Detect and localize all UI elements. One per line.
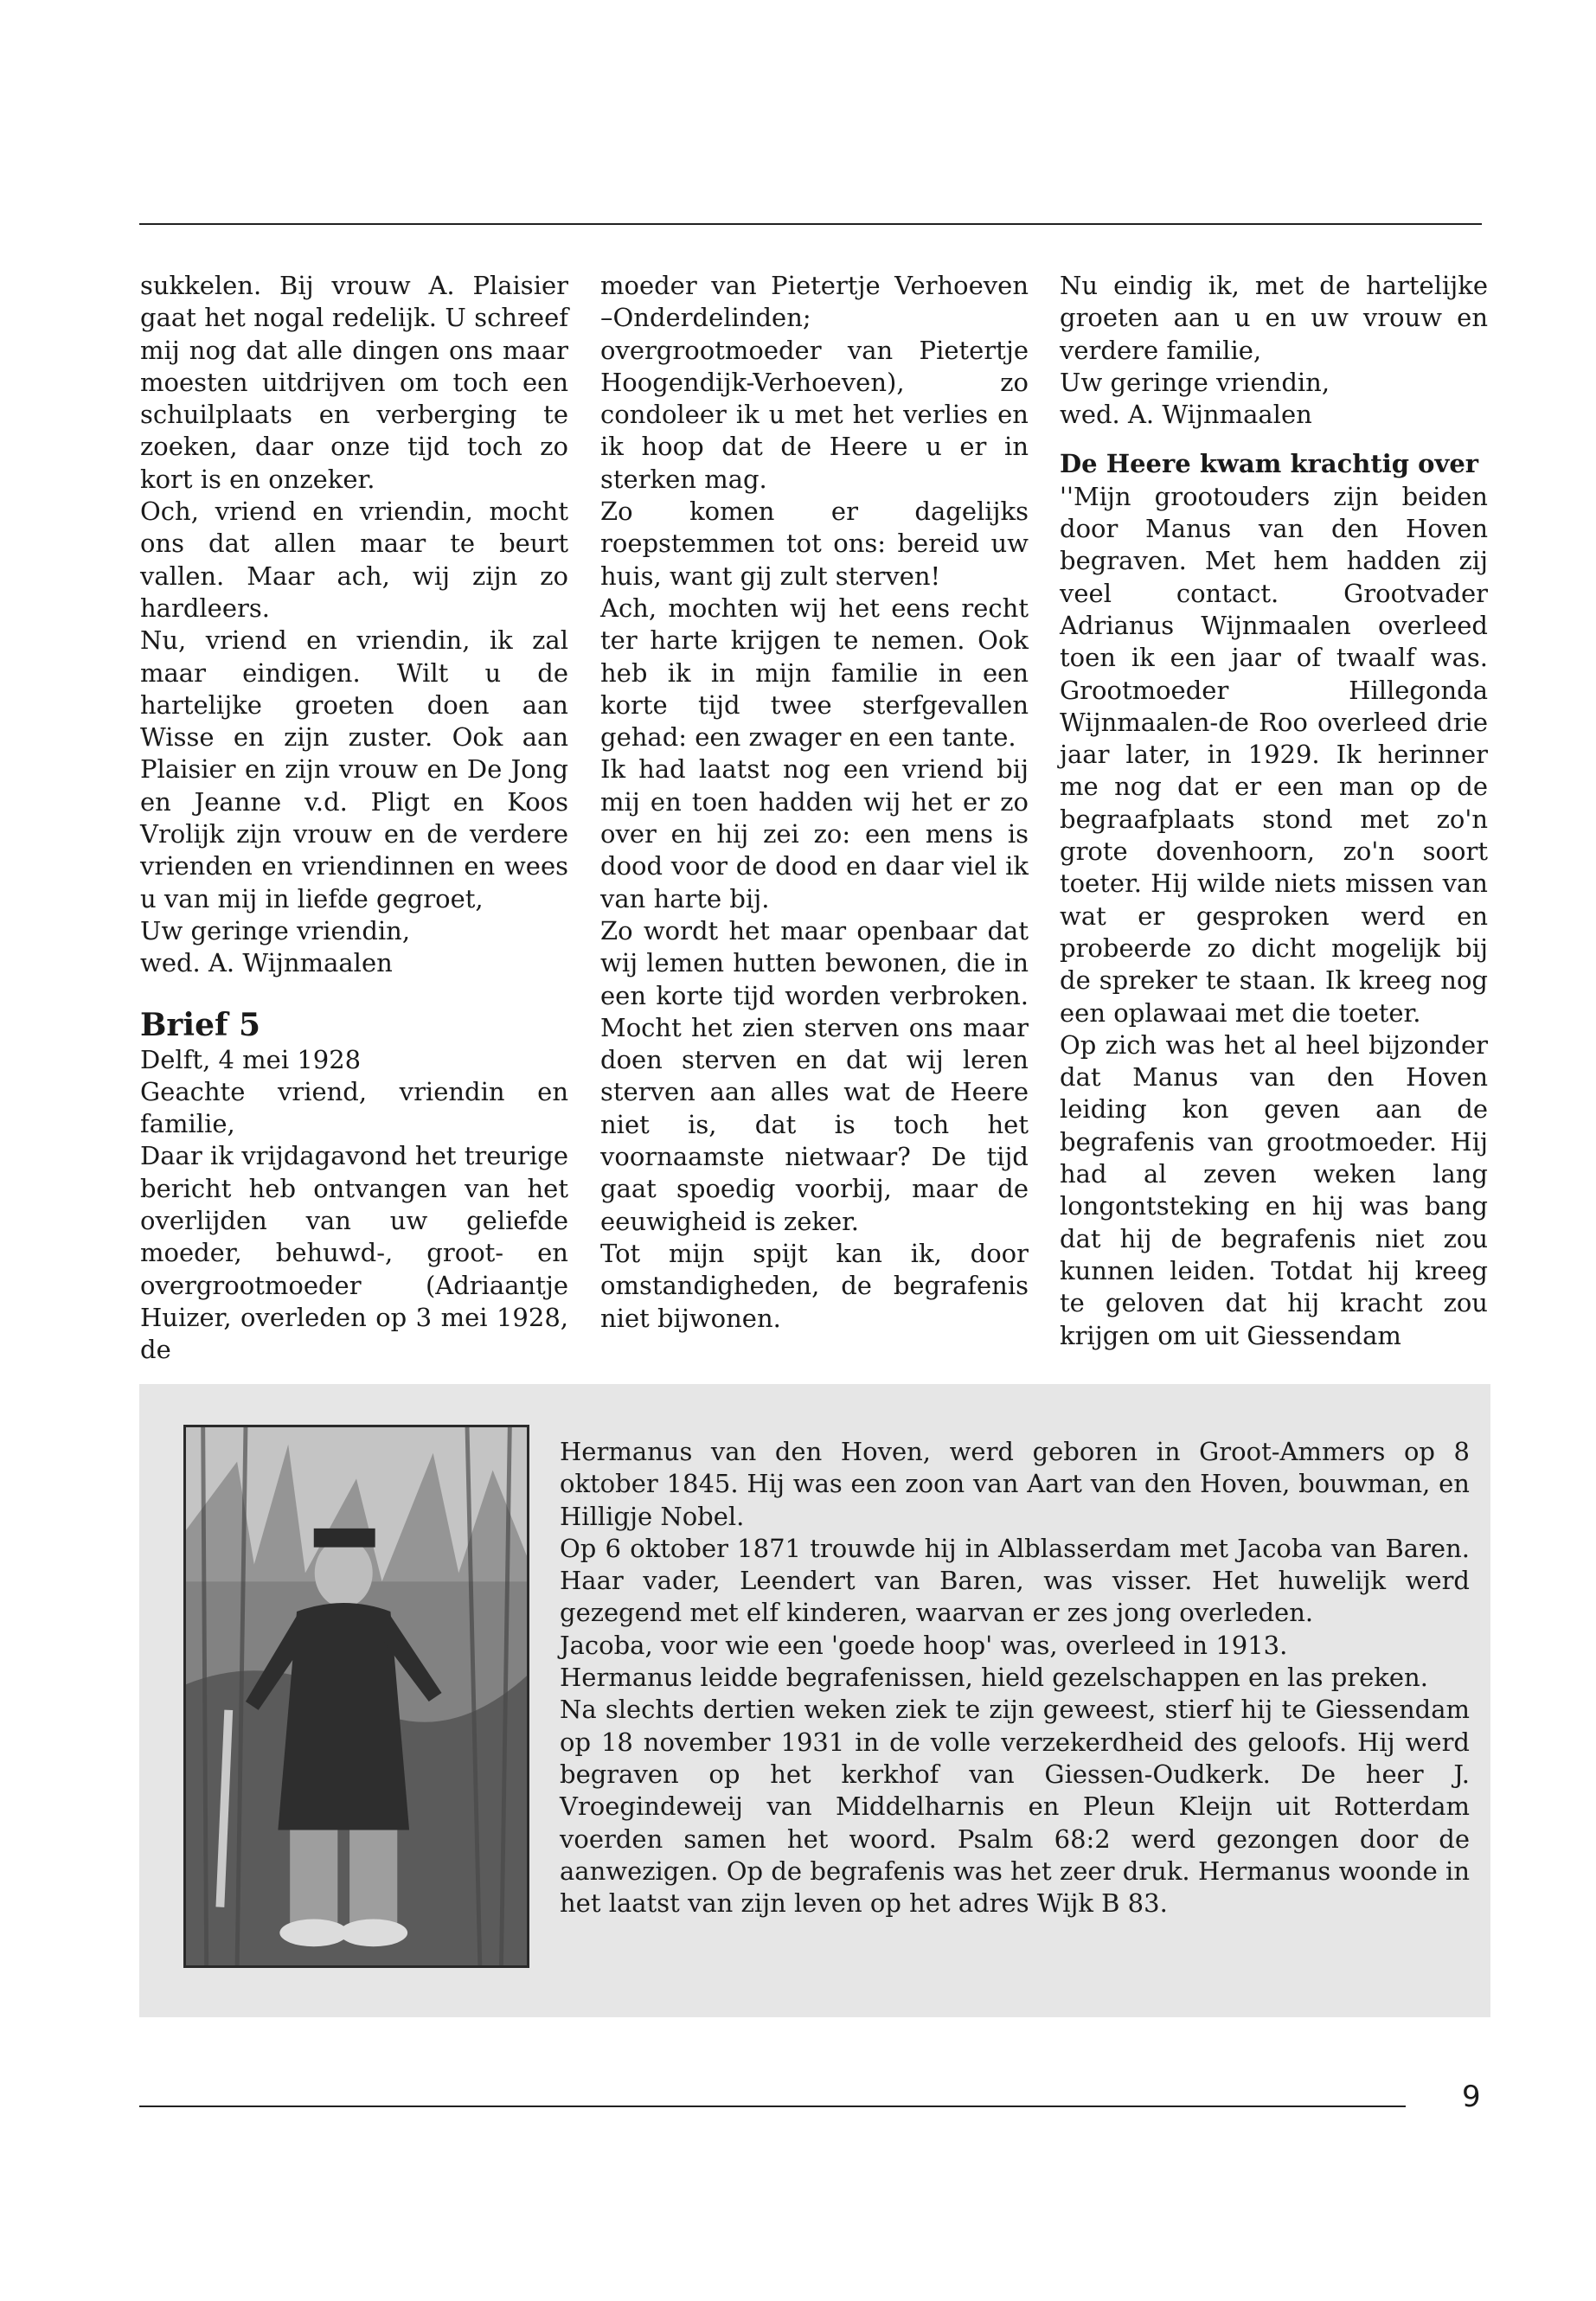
paragraph: Daar ik vrijdagavond het treurige bericht heb ontvangen van het overlijden van uw geliefde moeder, behuwd-, groot- en overgrootmoeder (Adriaantje Huizer, overleden op 3 mei 1928, de	[140, 1141, 568, 1365]
biography-text	[560, 1436, 1470, 1920]
paragraph: wed. A. Wijnmaalen	[140, 948, 393, 978]
paragraph: sukkelen. Bij vrouw A. Plaisier gaat het nogal redelijk. U schreef mij nog dat alle dingen ons maar moesten uitdrijven om toch een schuilplaats en verberging te zoeken, daar onze tijd toch zo kort is en onzeker.	[140, 271, 568, 494]
paragraph: Nu eindig ik, met de hartelijke groeten aan u en uw vrouw en verdere familie,	[1060, 271, 1488, 365]
paragraph: Uw geringe vriendin,	[140, 915, 411, 945]
paragraph: ''Mijn grootouders zijn beiden door Manus van den Hoven begraven. Met hem hadden zij veel contact. Grootvader Adrianus Wijnmaalen overleed toen ik een jaar of twaalf was. Grootmoeder Hillegonda Wijnmaalen-de Roo overleed drie jaar later, in 1929. Ik herinner me nog dat er een man op de begraafplaats stond met zo'n grote dovenhoorn, zo'n soort toeter. Hij wilde niets missen van wat er gesproken werd en probeerde zo dicht mogelijk bij de spreker te staan. Ik kreeg nog een oplawaai met die toeter.	[1060, 481, 1488, 1028]
paragraph: moeder van Pietertje Verhoeven –Onderdelinden; overgrootmoeder van Pietertje Hoogendijk-Verhoeven), zo condoleer ik u met het verlies en ik hoop dat de Heere u er in sterken mag.	[600, 271, 1029, 494]
portrait-illustration	[186, 1427, 527, 1965]
paragraph: Delft, 4 mei 1928	[140, 1044, 362, 1074]
portrait-photo	[183, 1425, 529, 1968]
top-rule	[139, 223, 1482, 225]
bottom-rule	[139, 2106, 1406, 2107]
paragraph: Hermanus leidde begrafenissen, hield gezelschappen en las preken.	[560, 1663, 1428, 1693]
paragraph: Na slechts dertien weken ziek te zijn geweest, stierf hij te Giessendam op 18 november 1931 in de volle verzekerdheid des geloofs. Hij werd begraven op het kerkhof van Giessen-Oudkerk. De heer J. Vroegindeweij van Middelharnis en Pleun Kleijn uit Rotterdam voerden samen het woord. Psalm 68:2 werd gezongen door de aanwezigen. Op de begrafenis was het zeer druk. Hermanus woonde in het laatst van zijn leven op het adres Wijk B 83.	[560, 1695, 1470, 1919]
section-heading: De Heere kwam krachtig over	[1060, 449, 1479, 479]
biography-box	[139, 1384, 1490, 2017]
text-column-1	[140, 270, 568, 1367]
paragraph: wed. A. Wijnmaalen	[1060, 400, 1312, 430]
paragraph: Hermanus van den Hoven, werd geboren in Groot-Ammers op 8 oktober 1845. Hij was een zoon van Aart van den Hoven, bouwman, en Hilligje Nobel.	[560, 1437, 1470, 1531]
paragraph: Uw geringe vriendin,	[1060, 367, 1330, 397]
paragraph: Op 6 oktober 1871 trouwde hij in Alblasserdam met Jacoba van Baren. Haar vader, Leendert van Baren, was visser. Het huwelijk werd gezegend met elf kinderen, waarvan er zes jong overleden.	[560, 1533, 1470, 1628]
paragraph: Jacoba, voor wie een 'goede hoop' was, overleed in 1913.	[560, 1630, 1288, 1660]
paragraph: Ach, mochten wij het eens recht ter harte krijgen te nemen. Ook heb ik in mijn familie in een korte tijd twee sterfgevallen gehad: een zwager en een tante.	[600, 593, 1029, 753]
page-number: 9	[1462, 2080, 1481, 2114]
paragraph: Nu, vriend en vriendin, ik zal maar eindigen. Wilt u de hartelijke groeten doen aan Wisse en zijn zuster. Ook aan Plaisier en zijn vrouw en De Jong en Jeanne v.d. Pligt en Koos Vrolijk zijn vrouw en de verdere vrienden en vriendinnen en wees u van mij in liefde gegroet,	[140, 625, 568, 913]
brief-heading: Brief 5	[140, 1006, 261, 1043]
paragraph: Och, vriend en vriendin, mocht ons dat allen maar te beurt vallen. Maar ach, wij zijn zo hardleers.	[140, 497, 568, 623]
paragraph: Ik had laatst nog een vriend bij mij en toen hadden wij het er zo over en hij zei zo: een mens is dood voor de dood en daar viel ik van harte bij.	[600, 754, 1029, 913]
paragraph: Zo wordt het maar openbaar dat wij lemen hutten bewonen, die in een korte tijd worden verbroken. Mocht het zien sterven ons maar doen sterven en dat wij leren sterven aan alles wat de Heere niet is, dat is toch het voornaamste nietwaar? De tijd gaat spoedig voorbij, maar de eeuwigheid is zeker.	[600, 915, 1029, 1236]
paragraph: Op zich was het al heel bijzonder dat Manus van den Hoven leiding kon geven aan de begrafenis van grootmoeder. Hij had al zeven weken lang longontsteking en hij was bang dat hij de begrafenis niet zou kunnen leiden. Totdat hij kreeg te geloven dat hij kracht zou krijgen om uit Giessendam	[1060, 1029, 1488, 1350]
text-column-3	[1060, 270, 1488, 1352]
paragraph: Geachte vriend, vriendin en familie,	[140, 1076, 568, 1139]
text-column-2	[600, 270, 1029, 1335]
paragraph: Tot mijn spijt kan ik, door omstandigheden, de begrafenis niet bijwonen.	[600, 1238, 1029, 1333]
paragraph: Zo komen er dagelijks roepstemmen tot ons: bereid uw huis, want gij zult sterven!	[600, 497, 1029, 591]
